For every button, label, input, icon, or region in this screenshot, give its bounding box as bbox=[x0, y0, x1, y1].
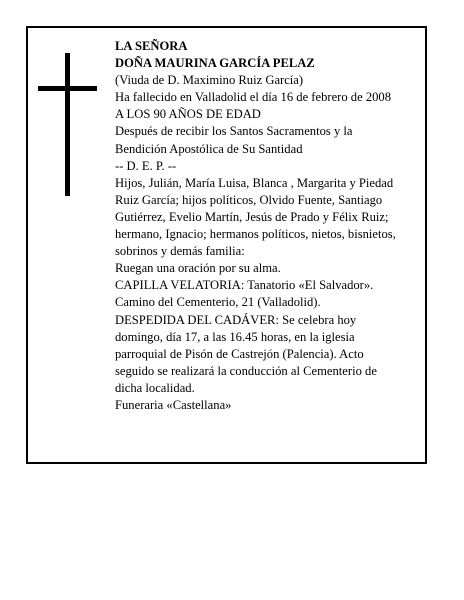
deceased-name: DOÑA MAURINA GARCÍA PELAZ bbox=[115, 56, 315, 71]
age-line: A LOS 90 AÑOS DE EDAD bbox=[115, 107, 261, 122]
rip-line: -- D. E. P. -- bbox=[115, 158, 177, 173]
farewell-line-4: seguido se realizará la conducción al Cementerio de bbox=[115, 363, 377, 378]
farewell-line-2: domingo, día 17, a las 16.45 horas, en la iglesia bbox=[115, 329, 355, 344]
cross-vertical-bar bbox=[65, 53, 70, 196]
family-line-5: sobrinos y demás familia: bbox=[115, 244, 245, 259]
widow-of-line: (Viuda de D. Maximino Ruiz García) bbox=[115, 73, 304, 88]
family-line-2: Ruiz García; hijos políticos, Olvido Fuente, Santiago bbox=[115, 192, 383, 207]
title-line: LA SEÑORA bbox=[115, 39, 188, 53]
chapel-line-1: CAPILLA VELATORIA: Tanatorio «El Salvador». bbox=[115, 278, 374, 293]
family-line-4: hermano, Ignacio; hermanos políticos, nietos, bisnietos, bbox=[115, 227, 396, 242]
family-line-3: Gutiérrez, Evelio Martín, Jesús de Prado y Félix Ruiz; bbox=[115, 209, 389, 224]
cross-horizontal-bar bbox=[38, 86, 97, 91]
funeral-home-line: Funeraria «Castellana» bbox=[115, 397, 232, 412]
farewell-line-1: DESPEDIDA DEL CADÁVER: Se celebra hoy bbox=[115, 312, 357, 327]
sacraments-line-2: Bendición Apostólica de Su Santidad bbox=[115, 141, 303, 156]
farewell-line-3: parroquial de Pisón de Castrejón (Palencia). Acto bbox=[115, 346, 364, 361]
prayer-line: Ruegan una oración por su alma. bbox=[115, 261, 281, 276]
farewell-line-5: dicha localidad. bbox=[115, 380, 195, 395]
chapel-line-2: Camino del Cementerio, 21 (Valladolid). bbox=[115, 295, 321, 310]
obituary-text bbox=[115, 38, 420, 414]
sacraments-line-1: Después de recibir los Santos Sacramentos y la bbox=[115, 124, 353, 139]
family-line-1: Hijos, Julián, María Luisa, Blanca , Margarita y Piedad bbox=[115, 175, 394, 190]
death-date-line: Ha fallecido en Valladolid el día 16 de febrero de 2008 bbox=[115, 90, 392, 105]
